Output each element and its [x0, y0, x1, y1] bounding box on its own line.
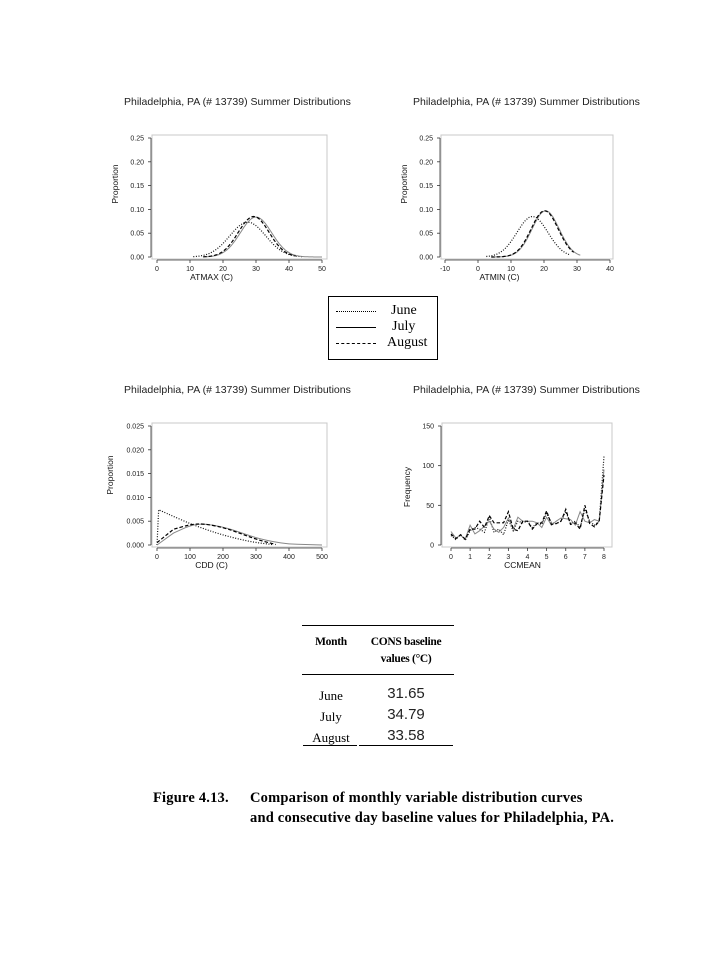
x-tick-label: 0: [449, 554, 453, 561]
x-tick-label: 1: [468, 554, 473, 561]
legend-label: July: [392, 319, 416, 334]
legend: [328, 296, 438, 360]
x-tick-label: 20: [540, 266, 548, 273]
series-line-june: [451, 456, 604, 540]
y-tick-label: 0: [430, 542, 434, 550]
series-line-june: [193, 222, 302, 256]
table-top-rule: [302, 625, 454, 626]
x-axis-label: CCMEAN: [504, 560, 541, 570]
dashed-line-icon: [336, 343, 376, 344]
cell-value-july: 34.79: [387, 706, 425, 723]
x-tick-label: -10: [439, 266, 451, 273]
y-tick-label: 0.00: [130, 254, 144, 262]
y-tick-label: 0.020: [126, 447, 144, 455]
legend-item-june: [329, 303, 437, 319]
cell-value-june: 31.65: [387, 685, 425, 702]
chart-cdd: [105, 423, 328, 570]
x-tick-label: 10: [507, 266, 515, 273]
chart-atmax: [110, 135, 327, 282]
y-tick-label: 0.20: [419, 159, 433, 167]
panel-title-atmin: Philadelphia, PA (# 13739) Summer Distributions: [413, 96, 640, 108]
y-tick-label: 0.10: [419, 206, 433, 214]
table-bottom-rule-left: [303, 745, 357, 746]
y-tick-label: 0.05: [130, 230, 144, 238]
y-tick-label: 0.25: [419, 135, 433, 143]
header-values-unit: values (°C): [380, 653, 432, 665]
y-tick-label: 0.25: [130, 135, 144, 143]
x-tick-label: 6: [563, 554, 568, 561]
y-tick-label: 0.10: [130, 206, 144, 214]
x-axis-label: CDD (C): [195, 560, 228, 570]
y-tick-label: 0.15: [419, 183, 433, 191]
y-tick-label: 0.015: [126, 471, 144, 479]
x-tick-label: 30: [573, 266, 581, 273]
x-tick-label: 30: [252, 266, 260, 273]
y-tick-label: 0.025: [126, 423, 144, 431]
x-tick-label: 0: [476, 266, 480, 273]
solid-line-icon: [336, 327, 376, 328]
x-tick-label: 5: [544, 554, 549, 561]
legend-item-august: [329, 335, 437, 351]
figure-label: Figure 4.13.: [153, 790, 229, 806]
series-line-august: [451, 475, 604, 539]
series-line-july: [451, 470, 604, 539]
x-tick-label: 8: [602, 554, 606, 561]
y-axis-label: Proportion: [399, 164, 409, 204]
table-header-rule: [302, 674, 454, 675]
header-cons-baseline: CONS baseline: [370, 636, 442, 648]
plot-frame: [152, 135, 327, 259]
header-month: Month: [315, 636, 347, 648]
y-tick-label: 0.005: [126, 518, 144, 526]
x-tick-label: 0: [155, 266, 159, 273]
cell-value-august: 33.58: [387, 727, 425, 744]
x-tick-label: 40: [285, 266, 293, 273]
plot-frame: [441, 135, 613, 259]
chart-atmin: [399, 135, 614, 282]
x-tick-label: 0: [155, 554, 159, 561]
x-tick-label: 7: [582, 554, 587, 561]
y-tick-label: 0.05: [419, 230, 433, 238]
series-line-august: [157, 524, 276, 545]
y-tick-label: 0.15: [130, 183, 144, 191]
chart-ccmean: [402, 423, 612, 570]
cell-month-july: July: [320, 709, 342, 724]
y-tick-label: 50: [426, 502, 434, 510]
y-tick-label: 100: [422, 463, 434, 471]
legend-label: August: [387, 335, 428, 350]
y-tick-label: 150: [422, 423, 434, 431]
x-axis-label: ATMAX (C): [190, 272, 233, 282]
x-tick-label: 300: [250, 554, 262, 561]
x-tick-label: 500: [316, 554, 328, 561]
cell-month-june: June: [319, 688, 343, 703]
panel-title-atmax: Philadelphia, PA (# 13739) Summer Distributions: [124, 96, 351, 108]
x-axis-label: ATMIN (C): [479, 272, 520, 282]
plot-frame: [152, 423, 327, 547]
x-tick-label: 40: [606, 266, 614, 273]
y-tick-label: 0.20: [130, 159, 144, 167]
table-bottom-rule-right: [359, 745, 453, 746]
y-axis-label: Proportion: [110, 164, 120, 204]
y-axis-label: Frequency: [402, 466, 412, 508]
y-axis-label: Proportion: [105, 455, 115, 495]
y-tick-label: 0.000: [126, 542, 144, 550]
x-tick-label: 50: [318, 266, 326, 273]
legend-item-july: [329, 319, 437, 335]
plot-frame: [442, 423, 612, 547]
x-tick-label: 400: [283, 554, 295, 561]
x-tick-label: 4: [525, 554, 530, 561]
figure-caption-line2: and consecutive day baseline values for Philadelphia, PA.: [250, 810, 615, 826]
y-tick-label: 0.010: [126, 494, 144, 502]
cell-month-august: August: [312, 730, 350, 745]
x-tick-label: 100: [184, 554, 196, 561]
x-tick-label: 200: [217, 554, 229, 561]
dotted-line-icon: [336, 311, 376, 312]
panel-title-cdd: Philadelphia, PA (# 13739) Summer Distributions: [124, 384, 351, 396]
panel-title-ccmean: Philadelphia, PA (# 13739) Summer Distributions: [413, 384, 640, 396]
figure-caption-line1: Comparison of monthly variable distribution curves: [250, 790, 583, 806]
series-line-june: [157, 510, 273, 545]
x-tick-label: 2: [487, 554, 492, 561]
legend-label: June: [391, 303, 417, 318]
x-tick-label: 20: [219, 266, 227, 273]
y-tick-label: 0.00: [419, 254, 433, 262]
x-tick-label: 3: [506, 554, 511, 561]
x-tick-label: 10: [186, 266, 194, 273]
